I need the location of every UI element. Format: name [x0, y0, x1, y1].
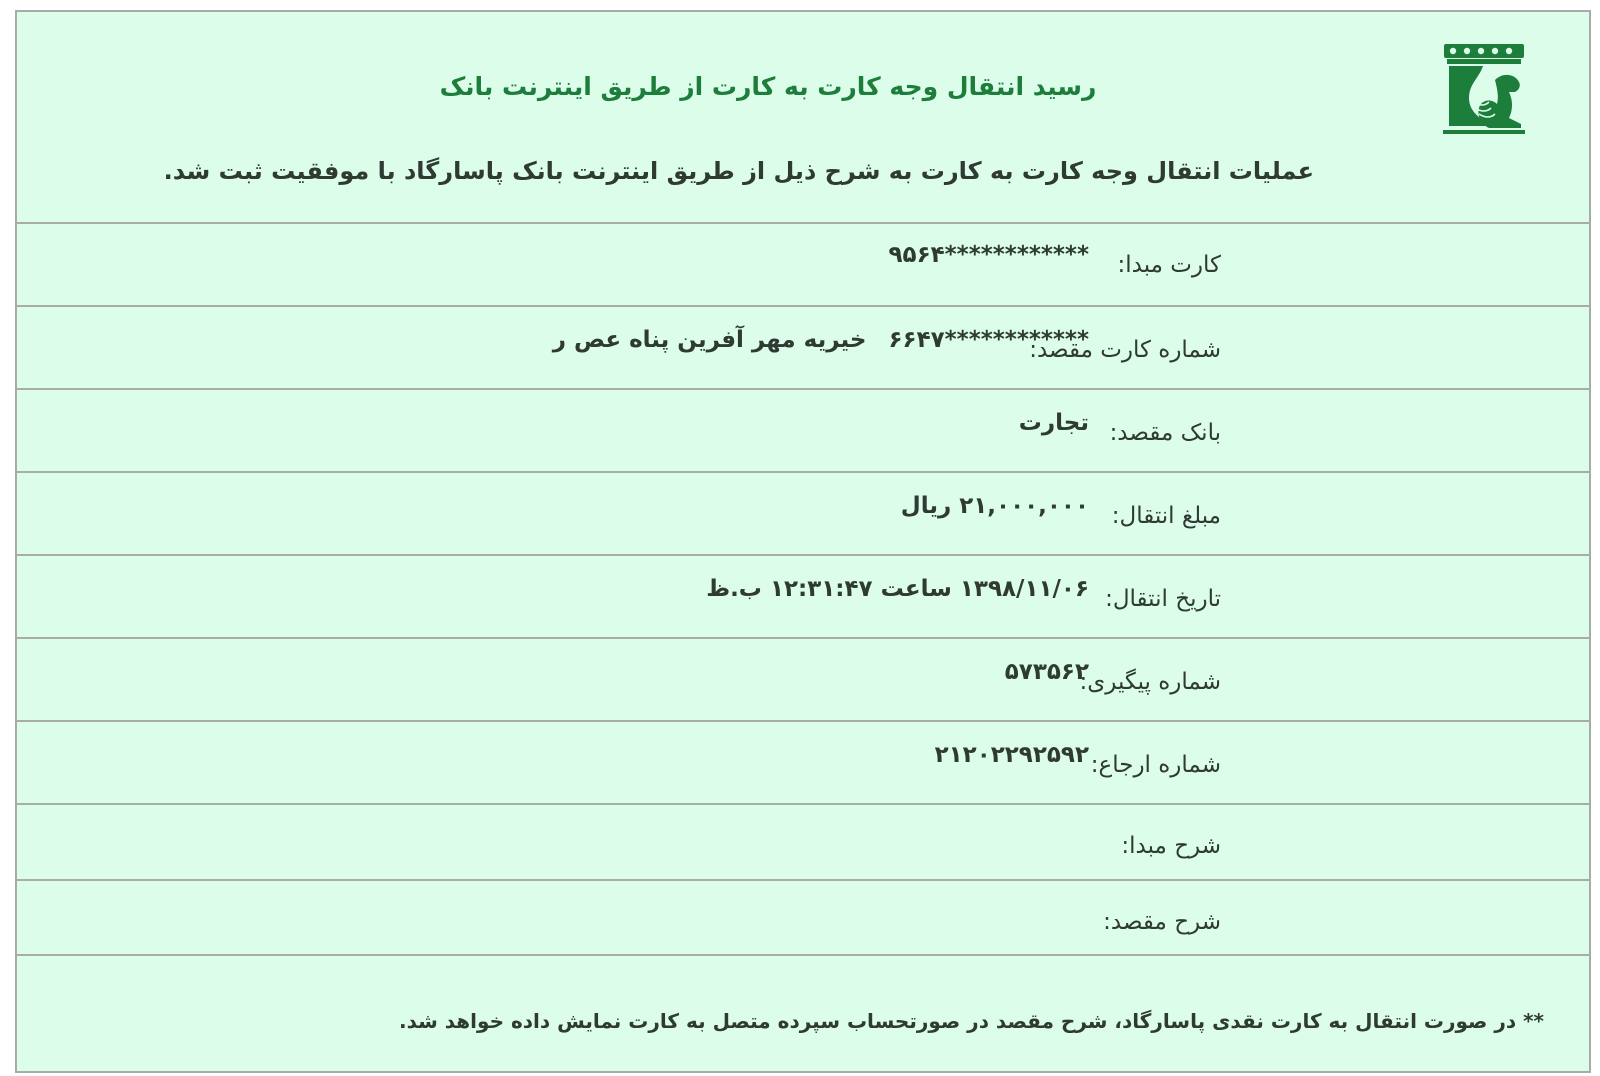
tracking-value: ۵۷۳۵۶۲	[1004, 659, 1089, 685]
transfer-receipt	[15, 10, 1591, 1073]
source-card-label: کارت مبدا:	[1117, 252, 1221, 278]
row-amount	[17, 473, 1589, 556]
source-card-value: ************۹۵۶۴	[888, 242, 1089, 268]
receipt-title: رسید انتقال وجه کارت به کارت از طریق اینترنت بانک	[439, 72, 1097, 101]
receipt-intro-text: عملیات انتقال وجه کارت به کارت به شرح ذیل از طریق اینترنت بانک پاسارگاد با موفقیت ثبت شد.	[163, 157, 1314, 185]
tracking-label: شماره پیگیری:	[1079, 669, 1221, 695]
row-dest-desc	[17, 881, 1589, 956]
row-dest-bank	[17, 390, 1589, 473]
date-value: ۱۳۹۸/۱۱/۰۶ ساعت ۱۲:۳۱:۴۷ ب.ظ	[706, 576, 1089, 602]
row-reference	[17, 722, 1589, 805]
source-desc-label: شرح مبدا:	[1121, 833, 1221, 859]
row-dest-card	[17, 307, 1589, 390]
amount-value: ۲۱,۰۰۰,۰۰۰ ریال	[900, 493, 1089, 519]
dest-bank-value: تجارت	[1018, 410, 1089, 436]
row-source-card	[17, 222, 1589, 307]
footer-note: ** در صورت انتقال به کارت نقدی پاسارگاد، شرح مقصد در صورتحساب سپرده متصل به کارت نمایش داده خواهد شد.	[398, 1009, 1544, 1033]
dest-bank-label: بانک مقصد:	[1109, 420, 1221, 446]
row-source-desc	[17, 805, 1589, 881]
reference-value: ۲۱۲۰۲۲۹۲۵۹۲	[934, 742, 1089, 768]
reference-label: شماره ارجاع:	[1090, 752, 1221, 778]
dest-card-label: شماره کارت مقصد:	[1029, 337, 1221, 363]
dest-card-value	[553, 327, 1089, 353]
date-label: تاریخ انتقال:	[1105, 586, 1221, 612]
dest-card-holder: خیریه مهر آفرین پناه عص ر	[552, 327, 867, 353]
amount-label: مبلغ انتقال:	[1111, 503, 1221, 529]
dest-desc-label: شرح مقصد:	[1103, 909, 1221, 935]
row-date	[17, 556, 1589, 639]
receipt-header	[17, 12, 1589, 224]
row-tracking	[17, 639, 1589, 722]
dest-card-number: ************۶۶۴۷	[888, 327, 1089, 353]
